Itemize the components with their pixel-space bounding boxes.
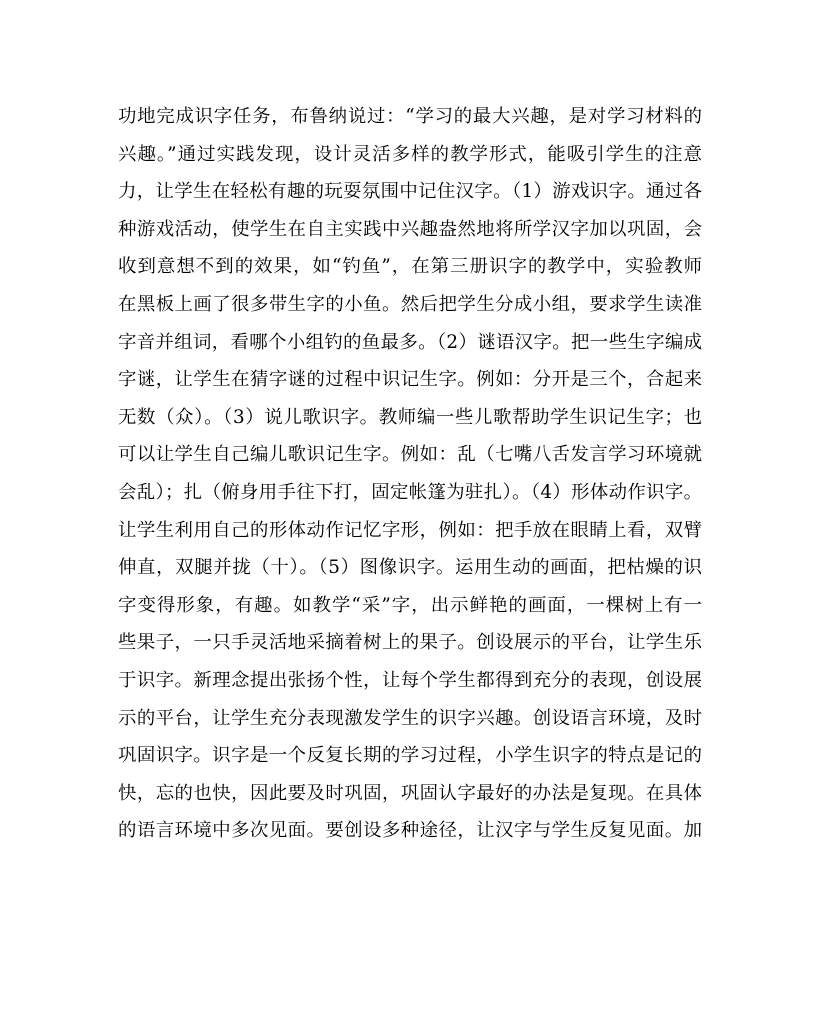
text-line-15: 些果子，一只手灵活地采摘着树上的果子。创设展示的平台，让学生乐 [118,632,702,654]
text-line-9: 无数（众）。（3）说儿歌识字。教师编一些儿歌帮助学生识记生字；也 [118,406,702,428]
text-line-20: 的语言环境中多次见面。要创设多种途径，让汉字与学生反复见面。加 [118,820,702,842]
text-line-7: 字音并组词，看哪个小组钓的鱼最多。（2）谜语汉字。把一些生字编成 [118,331,702,353]
body-paragraph [118,98,702,850]
text-line-14: 字变得形象，有趣。如教学“采”字，出示鲜艳的画面，一棵树上有一 [118,594,702,616]
text-line-18: 巩固识字。识字是一个反复长期的学习过程，小学生识字的特点是记的 [118,745,702,767]
text-line-11: 会乱）；扎（俯身用手往下打，固定帐篷为驻扎）。（4）形体动作识字。 [118,481,702,503]
text-line-13: 伸直，双腿并拢（十）。（5）图像识字。运用生动的画面，把枯燥的识 [118,557,702,579]
text-line-17: 示的平台，让学生充分表现激发学生的识字兴趣。创设语言环境，及时 [118,707,702,729]
text-line-6: 在黑板上画了很多带生字的小鱼。然后把学生分成小组，要求学生读准 [118,293,702,315]
text-line-10: 可以让学生自己编儿歌识记生字。例如：乱（七嘴八舌发言学习环境就 [118,444,702,466]
text-line-5: 收到意想不到的效果，如“钓鱼”，在第三册识字的教学中，实验教师 [118,256,702,278]
text-line-3: 力，让学生在轻松有趣的玩耍氛围中记住汉字。（1）游戏识字。通过各 [118,181,702,203]
text-line-4: 种游戏活动，使学生在自主实践中兴趣盎然地将所学汉字加以巩固，会 [118,218,702,240]
text-line-8: 字谜，让学生在猜字谜的过程中识记生字。例如：分开是三个，合起来 [118,369,702,391]
text-line-12: 让学生利用自己的形体动作记忆字形，例如：把手放在眼睛上看，双臂 [118,519,702,541]
text-line-2: 兴趣。”通过实践发现，设计灵活多样的教学形式，能吸引学生的注意 [118,143,702,165]
text-line-19: 快，忘的也快，因此要及时巩固，巩固认字最好的办法是复现。在具体 [118,782,702,804]
text-line-16: 于识字。新理念提出张扬个性，让每个学生都得到充分的表现，创设展 [118,669,702,691]
text-line-1: 功地完成识字任务，布鲁纳说过：“学习的最大兴趣，是对学习材料的 [118,106,702,127]
